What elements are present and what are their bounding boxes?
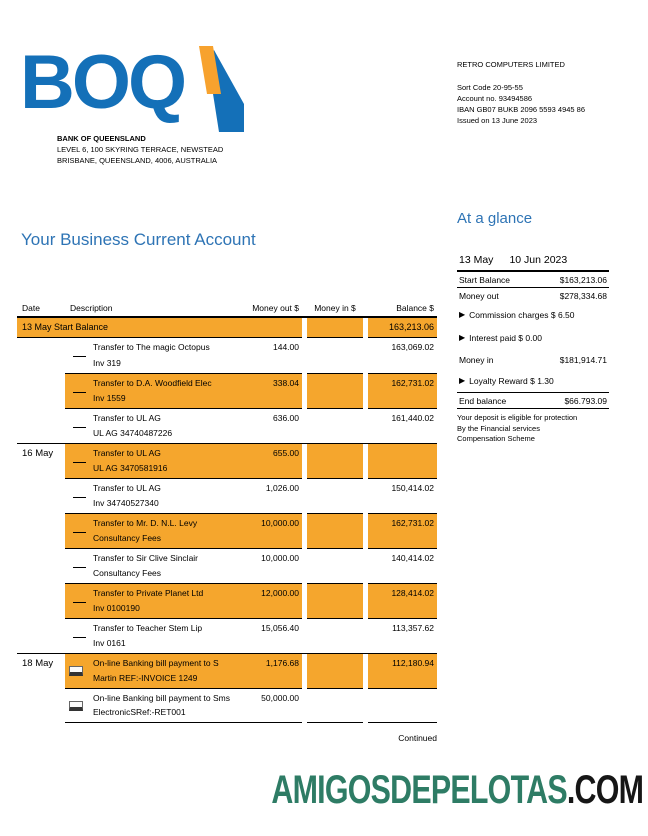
transaction-reference: Inv 0100190 [93, 603, 140, 613]
deposit-protection-note [457, 413, 577, 445]
transaction-description: Transfer to UL AG [93, 413, 161, 423]
transfer-dash-icon [73, 567, 86, 568]
transaction-description: Transfer to UL AG [93, 448, 161, 458]
transaction-description: Transfer to Sir Clive Sinclair [93, 553, 199, 563]
money-out-amount: 144.00 [273, 342, 299, 352]
transaction-reference: Inv 34740527340 [93, 498, 159, 508]
note-line: By the Financial services [457, 423, 540, 433]
money-out-amount: 15,056.40 [261, 623, 299, 633]
end-balance-summary [457, 393, 609, 409]
transaction-reference: Consultancy Fees [93, 568, 162, 578]
transaction-reference: UL AG 34740487226 [93, 428, 173, 438]
account-info [457, 59, 585, 126]
balance-cell [368, 373, 437, 408]
start-balance-label: 13 May Start Balance [17, 318, 302, 338]
balance-cell [368, 688, 437, 723]
description-cell [65, 373, 302, 408]
transaction-row [17, 478, 437, 513]
watermark-suffix: .COM [566, 768, 643, 812]
summary-label: Money in [459, 355, 494, 365]
money-out-amount: 1,026.00 [265, 483, 299, 493]
transaction-row [17, 443, 437, 478]
balance-cell [368, 444, 437, 478]
transaction-row [17, 408, 437, 443]
money-out-summary [457, 288, 609, 303]
money-in-cell [307, 373, 363, 408]
transfer-dash-icon [73, 637, 86, 638]
header-money-out: Money out $ [252, 303, 299, 313]
balance-cell [368, 654, 437, 688]
transaction-reference: UL AG 3470581916 [93, 463, 168, 473]
transaction-description: Transfer to UL AG [93, 483, 161, 493]
summary-label: Start Balance [459, 275, 511, 285]
boq-flag-icon [186, 46, 244, 137]
description-cell [65, 338, 302, 373]
description-cell [65, 688, 302, 723]
balance-cell [368, 548, 437, 583]
bullet-label: Interest paid $ 0.00 [469, 333, 542, 343]
description-cell [65, 444, 302, 478]
boq-logo [20, 38, 244, 137]
transaction-row [17, 513, 437, 548]
money-out-amount: 1,176.68 [265, 658, 299, 668]
summary-label: Money out [459, 291, 499, 301]
balance-cell [368, 618, 437, 653]
description-cell [65, 618, 302, 653]
date-cell [17, 373, 65, 408]
bank-address [57, 133, 223, 166]
date-cell [17, 444, 65, 478]
date-cell [17, 548, 65, 583]
summary-value: $163,213.06 [559, 275, 607, 285]
balance-cell [368, 338, 437, 373]
triangle-bullet-icon: ▶ [459, 310, 466, 319]
loyalty-reward-item [457, 374, 609, 393]
date-cell [17, 513, 65, 548]
money-in-cell [307, 408, 363, 443]
header-description: Description [70, 303, 113, 313]
note-line: Your deposit is eligible for protection [457, 413, 578, 422]
start-balance-money-in [307, 318, 363, 338]
money-in-cell [307, 688, 363, 723]
transaction-description: Transfer to Private Planet Ltd [93, 588, 204, 598]
start-balance-row [17, 318, 437, 338]
money-out-amount: 338.04 [273, 378, 299, 388]
commission-charges-item [457, 308, 609, 322]
statement-title: Your Business Current Account [21, 230, 256, 249]
transaction-row [17, 653, 437, 688]
description-cell [65, 583, 302, 618]
online-banking-icon [69, 666, 83, 676]
date-cell [17, 338, 65, 373]
transaction-description: On-line Banking bill payment to Sms [93, 693, 231, 703]
bank-address-line2: BRISBANE, QUEENSLAND, 4006, AUSTRALIA [57, 156, 218, 165]
transaction-description: Transfer to D.A. Woodfield Elec [93, 378, 212, 388]
at-a-glance-period [457, 253, 609, 272]
table-header [17, 299, 437, 318]
iban: IBAN GB07 BUKB 2096 5593 4945 86 [457, 105, 586, 114]
description-cell [65, 548, 302, 583]
money-in-summary [457, 352, 609, 367]
triangle-bullet-icon: ▶ [459, 333, 466, 342]
transfer-dash-icon [73, 356, 86, 357]
balance-cell [368, 583, 437, 618]
money-in-cell [307, 548, 363, 583]
date-cell [17, 688, 65, 723]
money-out-amount: 10,000.00 [261, 553, 299, 563]
bank-name: BANK OF QUEENSLAND [57, 134, 146, 143]
balance-amount: 128,414.02 [391, 588, 434, 598]
transfer-dash-icon [73, 532, 86, 533]
interest-paid-item [457, 331, 609, 345]
transaction-reference: Inv 0161 [93, 638, 126, 648]
transaction-reference: Consultancy Fees [93, 533, 162, 543]
transaction-reference: ElectronicSRef:-RET001 [93, 707, 186, 717]
account-number: Account no. 93494586 [457, 94, 533, 103]
money-in-cell [307, 478, 363, 513]
balance-amount: 112,180.94 [392, 658, 434, 668]
summary-value: $66.793.09 [564, 396, 607, 406]
balance-amount: 140,414.02 [391, 553, 434, 563]
money-out-amount: 636.00 [273, 413, 299, 423]
period-to: 10 Jun 2023 [509, 254, 568, 266]
start-balance-summary [457, 272, 609, 288]
money-out-amount: 655.00 [273, 448, 299, 458]
header-money-in: Money in $ [314, 303, 356, 313]
date-cell [17, 618, 65, 653]
transaction-reference: Inv 319 [93, 358, 121, 368]
transactions-body [17, 338, 437, 723]
balance-amount: 162,731.02 [391, 518, 434, 528]
watermark [271, 768, 643, 812]
balance-cell [368, 408, 437, 443]
description-cell [65, 654, 302, 688]
transaction-row [17, 548, 437, 583]
money-in-cell [307, 513, 363, 548]
date-cell [17, 583, 65, 618]
money-out-amount: 50,000.00 [261, 693, 299, 703]
header-date: Date [22, 303, 40, 313]
transfer-dash-icon [73, 602, 86, 603]
online-banking-icon [69, 701, 83, 711]
sort-code: Sort Code 20-95-55 [457, 83, 523, 92]
transaction-row [17, 583, 437, 618]
at-a-glance-heading: At a glance [457, 210, 533, 227]
date-cell [17, 408, 65, 443]
note-line: Compensation Scheme [457, 434, 535, 443]
at-a-glance-panel [457, 253, 609, 409]
transfer-dash-icon [73, 392, 86, 393]
header-balance: Balance $ [396, 303, 434, 313]
transaction-description: Transfer to The magic Octopus [93, 342, 210, 352]
triangle-bullet-icon: ▶ [459, 376, 466, 385]
boq-logo-text: BOQ [20, 40, 185, 125]
transfer-dash-icon [73, 462, 86, 463]
money-out-amount: 10,000.00 [261, 518, 299, 528]
account-holder: RETRO COMPUTERS LIMITED [457, 60, 565, 69]
summary-value: $278,334.68 [559, 291, 607, 301]
transaction-date: 18 May [22, 658, 54, 669]
date-cell [17, 478, 65, 513]
money-out-amount: 12,000.00 [261, 588, 299, 598]
transaction-row [17, 338, 437, 373]
transaction-row [17, 618, 437, 653]
transaction-row [17, 373, 437, 408]
balance-cell [368, 513, 437, 548]
balance-amount: 162,731.02 [391, 378, 434, 388]
transfer-dash-icon [73, 427, 86, 428]
date-cell [17, 654, 65, 688]
watermark-name: AMIGOSDEPELOTAS [271, 768, 567, 812]
description-cell [65, 408, 302, 443]
start-balance-amount: 163,213.06 [368, 318, 437, 338]
description-cell [65, 478, 302, 513]
money-in-cell [307, 444, 363, 478]
balance-cell [368, 478, 437, 513]
bank-address-line1: LEVEL 6, 100 SKYRING TERRACE, NEWSTEAD [57, 145, 224, 154]
summary-value: $181,914.71 [559, 355, 607, 365]
balance-amount: 163,069.02 [391, 342, 434, 352]
transaction-description: Transfer to Teacher Stem Lip [93, 623, 203, 633]
period-from: 13 May [459, 254, 494, 266]
money-in-cell [307, 618, 363, 653]
balance-amount: 150,414.02 [391, 483, 434, 493]
transactions-table [17, 299, 437, 723]
description-cell [65, 513, 302, 548]
balance-amount: 113,357.62 [392, 623, 434, 633]
bullet-label: Loyalty Reward $ 1.30 [469, 376, 554, 386]
transfer-dash-icon [73, 497, 86, 498]
transaction-reference: Martin REF:-INVOICE 1249 [93, 673, 198, 683]
continued-label: Continued [398, 733, 437, 743]
transaction-description: Transfer to Mr. D. N.L. Levy [93, 518, 198, 528]
money-in-cell [307, 583, 363, 618]
money-in-cell [307, 654, 363, 688]
money-in-cell [307, 338, 363, 373]
balance-amount: 161,440.02 [391, 413, 434, 423]
bullet-label: Commission charges $ 6.50 [469, 310, 575, 320]
transaction-date: 16 May [22, 448, 54, 459]
summary-label: End balance [459, 396, 507, 406]
transaction-description: On-line Banking bill payment to S [93, 658, 219, 668]
transaction-row [17, 688, 437, 723]
issued-date: Issued on 13 June 2023 [457, 116, 538, 125]
transaction-reference: Inv 1559 [93, 393, 126, 403]
